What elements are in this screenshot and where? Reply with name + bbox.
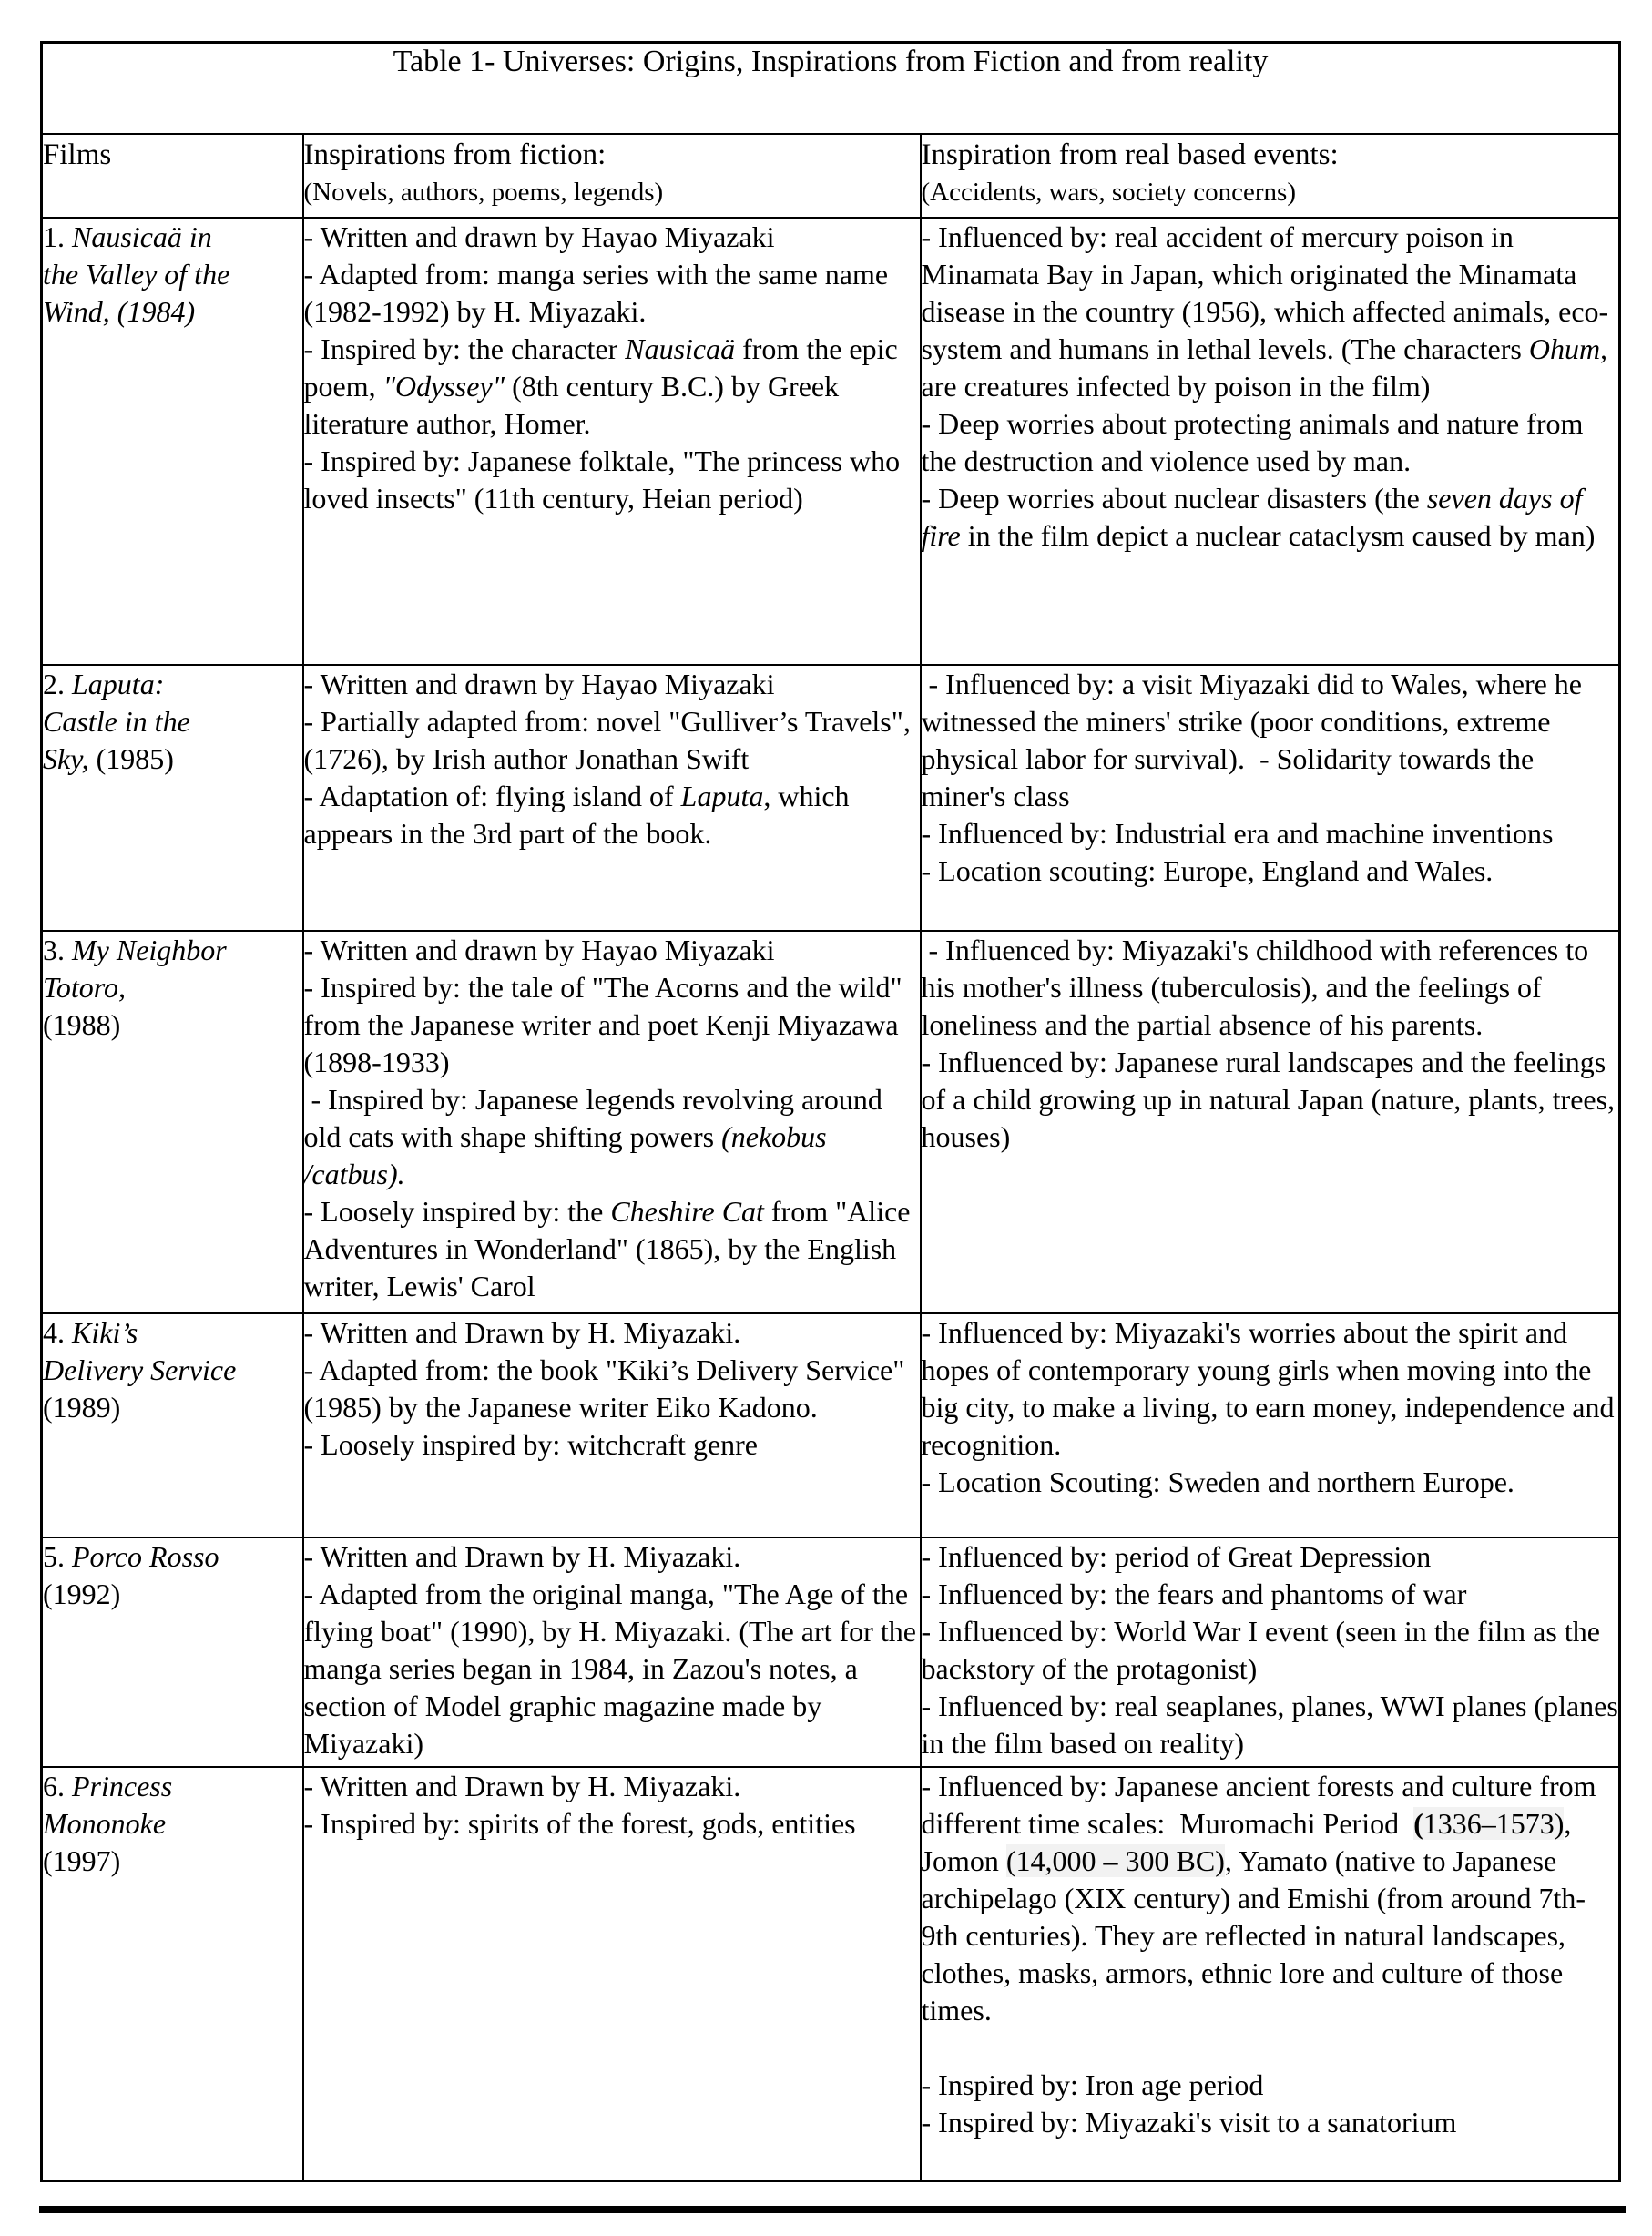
text-run: seven days of fire	[921, 481, 1583, 552]
text-run: (1988)	[43, 1007, 121, 1041]
text-run: - Influenced by: Japanese rural landscapes and the feelings of a child growing up in natural Japan (nature, plants, trees, houses)	[921, 1045, 1616, 1153]
text-run: - Written and Drawn by H. Miyazaki.	[303, 1539, 741, 1573]
reality-cell-6	[921, 1767, 1620, 2181]
table-row-5	[42, 1537, 1620, 1767]
text-run: - Influenced by: a visit Miyazaki did to Wales, where he witnessed the miners' strike (poor conditions, extreme physical labor for survival). - Solidarity towards the miner's class	[921, 667, 1582, 812]
text-run: (1997)	[43, 1843, 121, 1877]
fiction-cell-6	[303, 1767, 921, 2181]
table-row-1	[42, 218, 1620, 665]
text-run: (8th century B.C.) by Greek literature author, Homer.	[303, 369, 840, 440]
text-run: Cheshire Cat	[610, 1194, 764, 1228]
header-reality-label: Inspiration from real based events:	[921, 138, 1339, 171]
fiction-cell-5	[303, 1537, 921, 1767]
paragraph	[922, 1314, 1619, 1464]
text-run: 2.	[43, 667, 72, 700]
text-run: 3.	[43, 933, 72, 966]
header-films	[42, 134, 303, 218]
bottom-rule	[39, 2206, 1626, 2213]
text-run: 6.	[43, 1769, 72, 1802]
text-run: Laputa	[680, 779, 764, 812]
paragraph	[304, 331, 920, 443]
fiction-cell-1	[303, 218, 921, 665]
paragraph	[304, 1352, 920, 1426]
text-run: Totoro,	[43, 970, 127, 1004]
table-row-4	[42, 1313, 1620, 1537]
paragraph	[922, 405, 1619, 480]
text-run: 1.	[43, 220, 72, 253]
text-run: , which appears in the 3rd part of the book.	[303, 779, 850, 850]
text-run: Castle in the	[43, 704, 190, 738]
paragraph	[43, 666, 302, 778]
text-run: - Partially adapted from: novel "Gulliver’s Travels", (1726), by Irish author Jonathan Swift	[303, 704, 911, 775]
table-row-6	[42, 1767, 1620, 2181]
paragraph	[922, 1613, 1619, 1688]
text-run: from "Alice Adventures in Wonderland" (1865), by the English writer, Lewis' Carol	[303, 1194, 911, 1302]
text-run: (1985)	[88, 741, 174, 775]
text-run: in the film depict a nuclear cataclysm caused by man)	[960, 518, 1596, 552]
header-reality	[921, 134, 1620, 218]
film-cell-4	[42, 1313, 303, 1537]
text-run: Porco Rosso	[72, 1539, 219, 1573]
text-run: - Location scouting: Europe, England and Wales.	[921, 853, 1494, 887]
text-run: - Written and drawn by Hayao Miyazaki	[303, 933, 775, 966]
text-run: Mononoke	[43, 1806, 167, 1840]
text-run: - Location Scouting: Sweden and northern Europe.	[921, 1465, 1514, 1498]
text-run: - Influenced by: Miyazaki's worries about the spirit and hopes of contemporary young girls when moving into the big city, to make a living, to earn money, independence and recognition.	[921, 1315, 1615, 1461]
text-run: Kiki’s	[72, 1315, 138, 1349]
text-run: - Deep worries about nuclear disasters (the	[921, 481, 1427, 515]
text-run: - Inspired by: Japanese folktale, "The princess who loved insects" (11th century, Heian period)	[303, 444, 901, 515]
text-run: - Written and drawn by Hayao Miyazaki	[303, 667, 775, 700]
paragraph	[43, 1768, 302, 1880]
reality-cell-2	[921, 665, 1620, 931]
paragraph	[304, 969, 920, 1081]
text-run: - Influenced by: Industrial era and machine inventions	[921, 816, 1554, 850]
paragraph	[922, 1464, 1619, 1501]
film-cell-1	[42, 218, 303, 665]
text-run: (nekobus /catbus).	[303, 1119, 827, 1190]
header-films-label: Films	[43, 138, 112, 171]
paragraph	[43, 1538, 302, 1613]
table-row-3	[42, 931, 1620, 1313]
text-run: 4.	[43, 1315, 72, 1349]
header-fiction-sublabel: (Novels, authors, poems, legends)	[303, 177, 664, 207]
header-row	[42, 134, 1620, 218]
universes-table	[40, 41, 1621, 2182]
text-run: - Inspired by: spirits of the forest, gods, entities	[303, 1806, 856, 1840]
paragraph	[304, 1193, 920, 1305]
paragraph	[922, 2104, 1619, 2141]
text-run: - Adapted from: the book "Kiki’s Delivery Service" (1985) by the Japanese writer Eiko Kadono.	[303, 1353, 905, 1424]
fiction-cell-2	[303, 665, 921, 931]
text-run: - Adapted from the original manga, "The Age of the flying boat" (1990), by H. Miyazaki. (The art for the manga series began in 1984, in Zazou's notes, a section of Model graphic magazine made by Miyazaki)	[303, 1577, 916, 1760]
paragraph	[43, 1314, 302, 1426]
text-run: , Jomon	[921, 1806, 1572, 1877]
text-run: - Loosely inspired by: witchcraft genre	[303, 1427, 758, 1461]
text-run: Nausicaä	[625, 332, 736, 365]
text-run: - Written and Drawn by H. Miyazaki.	[303, 1769, 741, 1802]
paragraph	[922, 666, 1619, 815]
paragraph	[922, 2067, 1619, 2104]
text-run: - Inspired by: Japanese legends revolving around old cats with shape shifting powers	[303, 1082, 882, 1153]
paragraph	[304, 932, 920, 969]
text-run: - Inspired by: Iron age period	[921, 2068, 1264, 2101]
header-fiction-label: Inspirations from fiction:	[303, 138, 607, 171]
paragraph	[304, 1081, 920, 1193]
text-run: the Valley of the	[43, 257, 230, 291]
paragraph	[922, 1538, 1619, 1576]
paragraph	[304, 1805, 920, 1843]
header-reality-sublabel: (Accidents, wars, society concerns)	[921, 177, 1296, 207]
film-cell-3	[42, 931, 303, 1313]
text-run: - Written and Drawn by H. Miyazaki.	[303, 1315, 741, 1349]
text-run: - Deep worries about protecting animals and nature from the destruction and violence used by man.	[921, 406, 1584, 477]
text-run: (1992)	[43, 1577, 121, 1610]
paragraph	[922, 480, 1619, 555]
paragraph	[922, 815, 1619, 853]
text-run: - Influenced by: real accident of mercury poison in Minamata Bay in Japan, which originated the Minamata disease in the country (1956), which affected animals, eco-system and humans in lethal levels. (The characters	[921, 220, 1609, 365]
paragraph	[304, 1576, 920, 1762]
paragraph	[922, 2029, 1619, 2067]
text-run: from the epic poem,	[303, 332, 898, 403]
text-run: - Written and drawn by Hayao Miyazaki	[303, 220, 775, 253]
header-fiction	[303, 134, 921, 218]
text-run: - Influenced by: the fears and phantoms of war	[921, 1577, 1467, 1610]
text-run: (	[1413, 1806, 1423, 1840]
fiction-cell-4	[303, 1313, 921, 1537]
paragraph	[304, 703, 920, 778]
text-run: Delivery Service	[43, 1353, 237, 1386]
text-run: - Influenced by: real seaplanes, planes, WWI planes (planes in the film based on reality)	[921, 1689, 1618, 1760]
table-row-2	[42, 665, 1620, 931]
text-run: 5.	[43, 1539, 72, 1573]
paragraph	[304, 1768, 920, 1805]
paragraph	[304, 1426, 920, 1464]
fiction-cell-3	[303, 931, 921, 1313]
reality-cell-5	[921, 1537, 1620, 1767]
reality-cell-3	[921, 931, 1620, 1313]
paragraph	[922, 1688, 1619, 1762]
text-run: are creatures infected by poison in the film)	[921, 369, 1431, 403]
paragraph	[304, 1314, 920, 1352]
text-run: Nausicaä in	[72, 220, 212, 253]
table-body	[42, 43, 1620, 2181]
title-row	[42, 43, 1620, 134]
text-run: Wind, (1984)	[43, 294, 196, 328]
text-run: (14,000 – 300 BC)	[1005, 1843, 1225, 1877]
text-run: Sky,	[43, 741, 89, 775]
text-run: - Influenced by: World War I event (seen in the film as the backstory of the protagonist)	[921, 1614, 1600, 1685]
film-cell-6	[42, 1767, 303, 2181]
film-cell-5	[42, 1537, 303, 1767]
text-run: (1989)	[43, 1390, 121, 1424]
paragraph	[304, 443, 920, 517]
text-run: "Odyssey"	[382, 369, 505, 403]
text-run: - Adaptation of: flying island of	[303, 779, 681, 812]
paragraph	[304, 778, 920, 853]
text-run: - Loosely inspired by: the	[303, 1194, 611, 1228]
paragraph	[43, 932, 302, 1044]
text-run: Ohum,	[1528, 332, 1608, 365]
text-run: - Adapted from: manga series with the same name (1982-1992) by H. Miyazaki.	[303, 257, 889, 328]
paragraph	[922, 219, 1619, 405]
table-title: Table 1- Universes: Origins, Inspirations from Fiction and from reality	[42, 43, 1620, 134]
paragraph	[922, 1044, 1619, 1156]
text-run: Laputa:	[72, 667, 165, 700]
paragraph	[304, 666, 920, 703]
paragraph	[304, 219, 920, 256]
paragraph	[922, 932, 1619, 1044]
paragraph	[922, 1768, 1619, 2029]
text-run: My Neighbor	[72, 933, 227, 966]
text-run: Princess	[72, 1769, 173, 1802]
reality-cell-1	[921, 218, 1620, 665]
text-run: , Yamato (native to Japanese archipelago (XIX century) and Emishi (from around 7th-9th centuries). They are reflected in natural landscapes, clothes, masks, armors, ethnic lore and culture of those times.	[921, 1843, 1586, 2027]
paragraph	[922, 853, 1619, 890]
text-run: - Influenced by: Japanese ancient forests and culture from different time scales: Muromachi Period	[921, 1769, 1596, 1840]
text-run: - Inspired by: Miyazaki's visit to a sanatorium	[921, 2105, 1457, 2139]
paragraph	[304, 1538, 920, 1576]
text-run: - Inspired by: the tale of "The Acorns and the wild" from the Japanese writer and poet Kenji Miyazawa (1898-1933)	[303, 970, 902, 1078]
paragraph	[43, 219, 302, 331]
film-cell-2	[42, 665, 303, 931]
text-run: - Inspired by: the character	[303, 332, 626, 365]
text-run: - Influenced by: Miyazaki's childhood with references to his mother's illness (tuberculosis), and the feelings of loneliness and the partial absence of his parents.	[921, 933, 1589, 1041]
text-run: 1336–1573)	[1423, 1806, 1565, 1840]
paragraph	[304, 256, 920, 331]
text-run: - Influenced by: period of Great Depression	[921, 1539, 1432, 1573]
reality-cell-4	[921, 1313, 1620, 1537]
paragraph	[922, 1576, 1619, 1613]
